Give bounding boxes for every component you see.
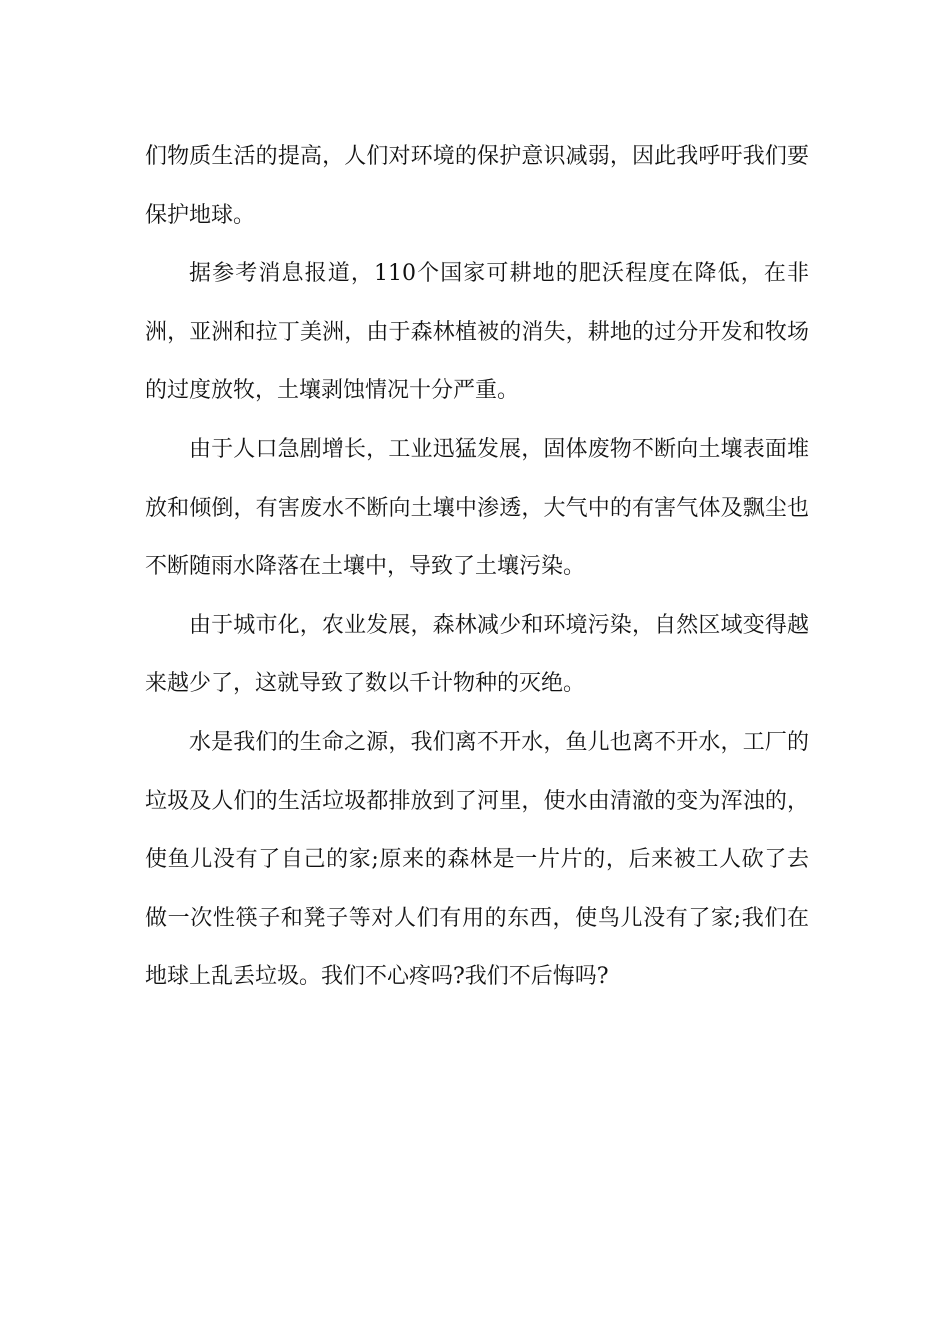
- paragraph-1: 们物质生活的提高，人们对环境的保护意识减弱，因此我呼吁我们要保护地球。: [145, 144, 809, 228]
- document-body: [145, 128, 809, 1007]
- paragraph-4: 由于城市化，农业发展，森林减少和环境污染，自然区域变得越来越少了，这就导致了数以千计物种的灭绝。: [145, 612, 809, 697]
- paragraph-3: 由于人口急剧增长，工业迅猛发展，固体废物不断向土壤表面堆放和倾倒，有害废水不断向土壤中渗透，大气中的有害气体及飘尘也不断随雨水降落在土壤中，导致了土壤污染。: [145, 436, 809, 580]
- paragraph-5: 水是我们的生命之源，我们离不开水，鱼儿也离不开水，工厂的垃圾及人们的生活垃圾都排放到了河里，使水由清澈的变为浑浊的，使鱼儿没有了自己的家;原来的森林是一片片的，后来被工人砍了去做一次性筷子和凳子等对人们有用的东西，使鸟儿没有了家;我们在地球上乱丢垃圾。我们不心疼吗?我们不后悔吗?: [145, 729, 809, 990]
- paragraph-2: 据参考消息报道，110个国家可耕地的肥沃程度在降低，在非洲，亚洲和拉丁美洲，由于森林植被的消失，耕地的过分开发和牧场的过度放牧，土壤剥蚀情况十分严重。: [145, 261, 809, 404]
